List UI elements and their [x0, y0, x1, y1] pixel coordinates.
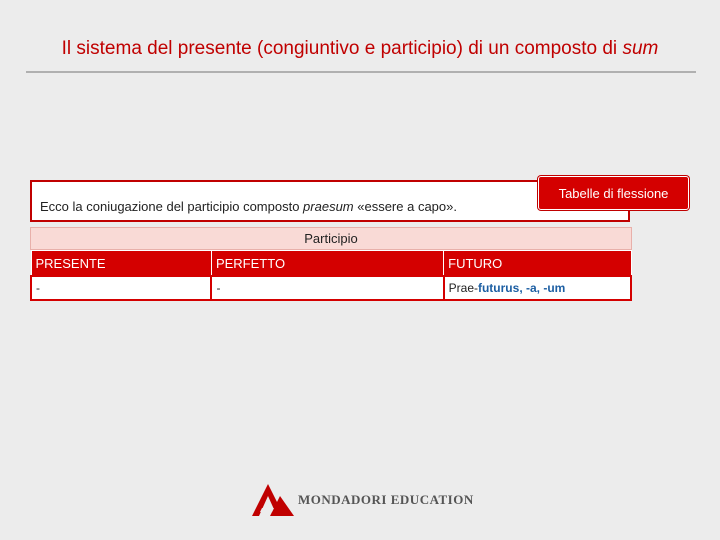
title-divider: [26, 71, 696, 73]
intro-text: [40, 199, 457, 214]
title-main: Il sistema del presente (congiuntivo e participio) di un composto di: [61, 38, 623, 59]
intro-text-before: Ecco la coniugazione del participio composto: [40, 199, 304, 214]
table-row: [31, 276, 631, 300]
publisher-logo: [250, 480, 490, 520]
header-presente: PRESENTE: [31, 251, 211, 277]
table-header-row: [31, 251, 631, 277]
futuro-endings: , -a, -um: [519, 281, 566, 295]
logo-text: MONDADORI EDUCATION: [298, 492, 474, 507]
mondadori-logo-icon: [250, 482, 296, 518]
intro-verb: praesum: [303, 199, 354, 214]
inflection-tables-button[interactable]: Tabelle di flessione: [538, 176, 689, 210]
futuro-stem: futurus: [477, 281, 520, 295]
participle-table: [30, 250, 632, 301]
cell-perfetto: -: [211, 276, 443, 300]
title-italic: sum: [622, 38, 659, 59]
header-futuro: FUTURO: [444, 251, 631, 277]
intro-text-after: «essere a capo».: [353, 199, 457, 214]
participle-caption: Participio: [30, 227, 632, 250]
cell-futuro: [444, 276, 631, 300]
futuro-prefix: Prae-: [448, 281, 478, 295]
cell-presente: -: [31, 276, 211, 300]
header-perfetto: PERFETTO: [211, 251, 443, 277]
slide-title: [0, 38, 720, 60]
